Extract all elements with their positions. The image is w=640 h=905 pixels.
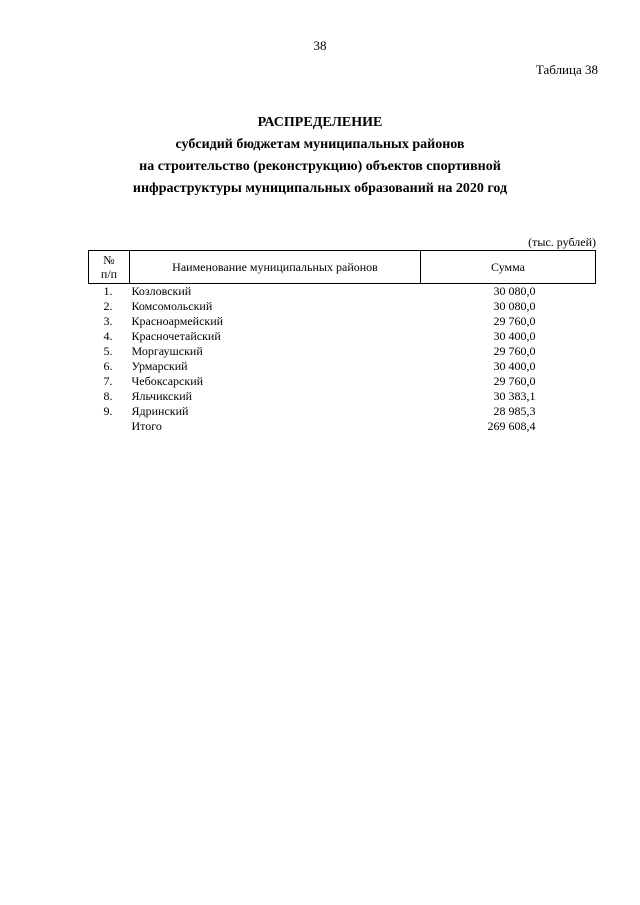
row-number: 5. <box>103 344 113 358</box>
row-sum: 30 080,0 <box>493 299 536 313</box>
total-number <box>89 419 130 434</box>
table-row <box>89 329 596 344</box>
header-number-symbol: № <box>103 253 115 267</box>
page-number: 38 <box>313 38 327 53</box>
row-number: 2. <box>103 299 113 313</box>
row-number: 3. <box>103 314 113 328</box>
header-number-abbrev: п/п <box>100 267 118 281</box>
table-row <box>89 299 596 314</box>
header-number <box>89 251 130 284</box>
total-sum: 269 608,4 <box>487 419 536 433</box>
row-district-name: Козловский <box>131 284 192 298</box>
table-row <box>89 404 596 419</box>
table-body <box>89 284 596 435</box>
row-sum: 29 760,0 <box>493 314 536 328</box>
row-district-name: Яльчикский <box>131 389 193 403</box>
table-row <box>89 359 596 374</box>
row-sum: 30 400,0 <box>493 329 536 343</box>
header-sum: Сумма <box>421 251 596 284</box>
table-row <box>89 284 596 300</box>
row-number: 4. <box>103 329 113 343</box>
row-district-name: Ядринский <box>131 404 189 418</box>
row-sum: 30 400,0 <box>493 359 536 373</box>
table-row <box>89 314 596 329</box>
table-row <box>89 374 596 389</box>
title-line-1: РАСПРЕДЕЛЕНИЕ <box>257 115 383 130</box>
title-line-3: на строительство (реконструкцию) объектов спортивной <box>139 159 501 174</box>
row-sum: 29 760,0 <box>493 344 536 358</box>
table-total-row <box>89 419 596 434</box>
title-line-2: субсидий бюджетам муниципальных районов <box>175 137 465 152</box>
header-district-name: Наименование муниципальных районов <box>130 251 421 284</box>
row-number: 8. <box>103 389 113 403</box>
document-title <box>0 112 640 200</box>
row-number: 9. <box>103 404 113 418</box>
row-district-name: Моргаушский <box>131 344 203 358</box>
row-sum: 28 985,3 <box>493 404 536 418</box>
table-header-row <box>89 251 596 284</box>
row-number: 6. <box>103 359 113 373</box>
row-number: 1. <box>103 284 113 298</box>
row-district-name: Урмарский <box>131 359 188 373</box>
title-line-4: инфраструктуры муниципальных образований на 2020 год <box>132 181 508 196</box>
total-label: Итого <box>131 419 162 433</box>
row-number: 7. <box>103 374 113 388</box>
table-row <box>89 344 596 359</box>
units-label: (тыс. рублей) <box>528 235 596 249</box>
row-district-name: Красночетайский <box>131 329 221 343</box>
row-district-name: Комсомольский <box>131 299 213 313</box>
row-district-name: Чебоксарский <box>131 374 204 388</box>
distribution-table <box>88 250 596 434</box>
row-sum: 29 760,0 <box>493 374 536 388</box>
row-sum: 30 383,1 <box>493 389 536 403</box>
table-row <box>89 389 596 404</box>
table-caption: Таблица 38 <box>535 62 598 77</box>
row-district-name: Красноармейский <box>131 314 224 328</box>
row-sum: 30 080,0 <box>493 284 536 298</box>
